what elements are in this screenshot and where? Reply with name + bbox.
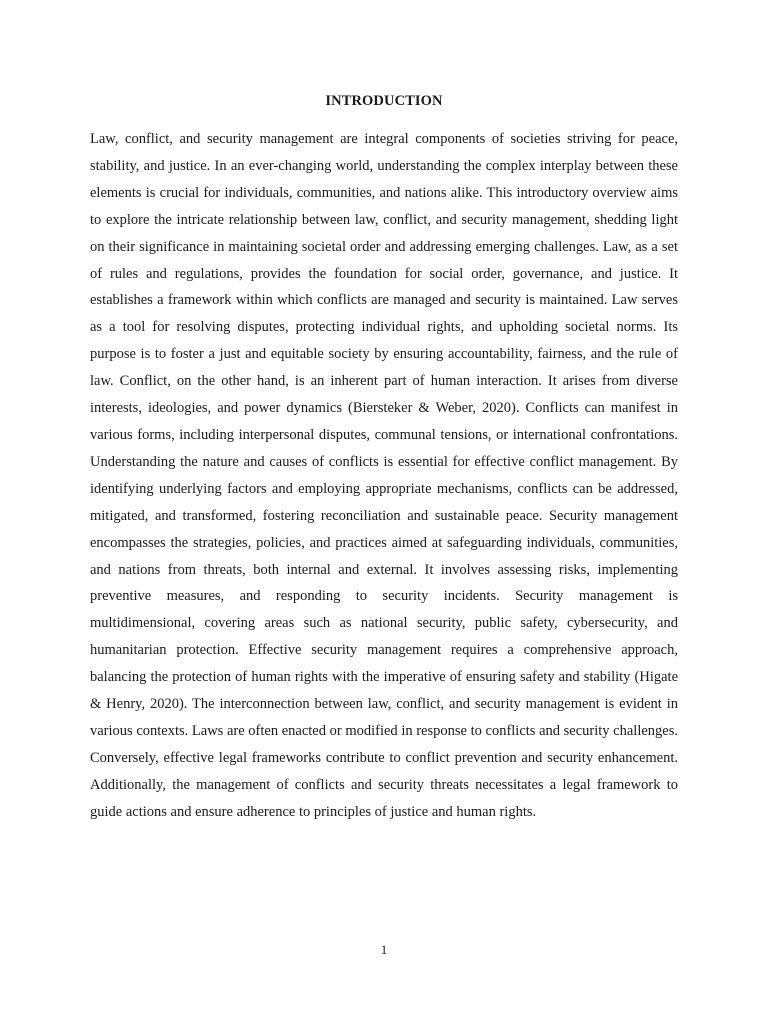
section-heading: INTRODUCTION	[325, 93, 443, 109]
page-number: 1	[380, 942, 388, 957]
body-paragraph: Law, conflict, and security management are integral components of societies striving for peace, stability, and justice. In an ever-changing world, understanding the complex interplay between these elements is crucial for individuals, communities, and nations alike. This introductory overview aims to explore the intricate relationship between law, conflict, and security management, shedding light on their significance in maintaining societal order and addressing emerging challenges. Law, as a set of rules and regulations, provides the foundation for social order, governance, and justice. It establishes a framework within which conflicts are managed and security is maintained. Law serves as a tool for resolving disputes, protecting individual rights, and upholding societal norms. Its purpose is to foster a just and equitable society by ensuring accountability, fairness, and the rule of law. Conflict, on the other hand, is an inherent part of human interaction. It arises from diverse interests, ideologies, and power dynamics (Biersteker & Weber, 2020). Conflicts can manifest in various forms, including interpersonal disputes, communal tensions, or international confrontations. Understanding the nature and causes of conflicts is essential for effective conflict management. By identifying underlying factors and employing appropriate mechanisms, conflicts can be addressed, mitigated, and transformed, fostering reconciliation and sustainable peace. Security management encompasses the strategies, policies, and practices aimed at safeguarding individuals, communities, and nations from threats, both internal and external. It involves assessing risks, implementing preventive measures, and responding to security incidents. Security management is multidimensional, covering areas such as national security, public safety, cybersecurity, and humanitarian protection. Effective security management requires a comprehensive approach, balancing the protection of human rights with the imperative of ensuring safety and stability (Higate & Henry, 2020). The interconnection between law, conflict, and security management is evident in various contexts. Laws are often enacted or modified in response to conflicts and security challenges. Conversely, effective legal frameworks contribute to conflict prevention and security enhancement. Additionally, the management of conflicts and security threats necessitates a legal framework to guide actions and ensure adherence to principles of justice and human rights.	[90, 131, 678, 820]
